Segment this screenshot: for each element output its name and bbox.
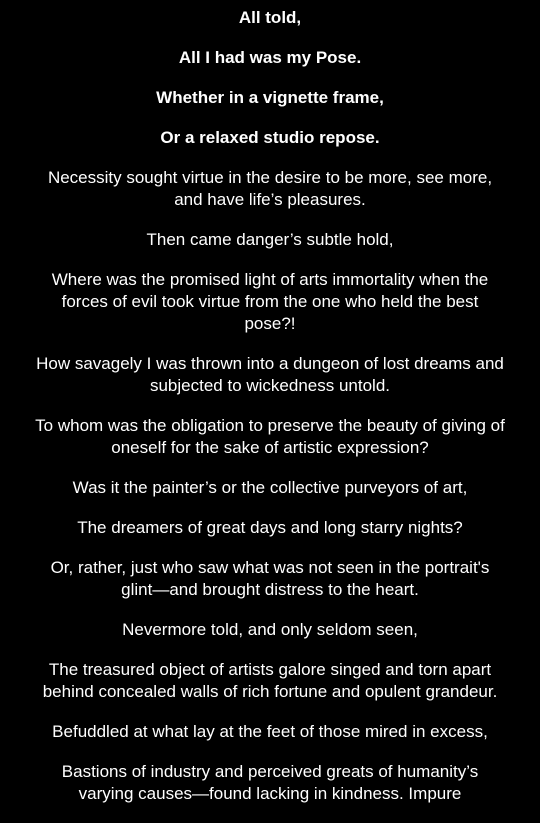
- poem-body: [0, 7, 540, 823]
- stanza-7: Where was the promised light of arts immortality when the forces of evil took virtue from the one who held the best pose?!: [51, 270, 489, 333]
- stanza-12: Or, rather, just who saw what was not seen in the portrait's glint—and brought distress to the heart.: [50, 558, 490, 599]
- stanza-1: All told,: [238, 8, 302, 27]
- stanza-13: Nevermore told, and only seldom seen,: [122, 620, 418, 639]
- stanza-16: Bastions of industry and perceived greats of humanity’s varying causes—found lacking in kindness. Impure: [61, 762, 479, 803]
- stanza-6: Then came danger’s subtle hold,: [146, 230, 394, 249]
- stanza-9: To whom was the obligation to preserve the beauty of giving of oneself for the sake of artistic expression?: [35, 416, 505, 457]
- stanza-4: Or a relaxed studio repose.: [160, 128, 380, 147]
- stanza-8: How savagely I was thrown into a dungeon of lost dreams and subjected to wickedness untold.: [36, 354, 504, 395]
- stanza-15: Befuddled at what lay at the feet of those mired in excess,: [52, 722, 488, 741]
- stanza-11: The dreamers of great days and long starry nights?: [77, 518, 463, 537]
- stanza-2: All I had was my Pose.: [178, 48, 362, 67]
- stanza-5: Necessity sought virtue in the desire to be more, see more, and have life’s pleasures.: [47, 168, 493, 209]
- stanza-3: Whether in a vignette frame,: [156, 88, 384, 107]
- stanza-14: The treasured object of artists galore singed and torn apart behind concealed walls of rich fortune and opulent grandeur.: [42, 660, 498, 701]
- stanza-10: Was it the painter’s or the collective purveyors of art,: [72, 478, 468, 497]
